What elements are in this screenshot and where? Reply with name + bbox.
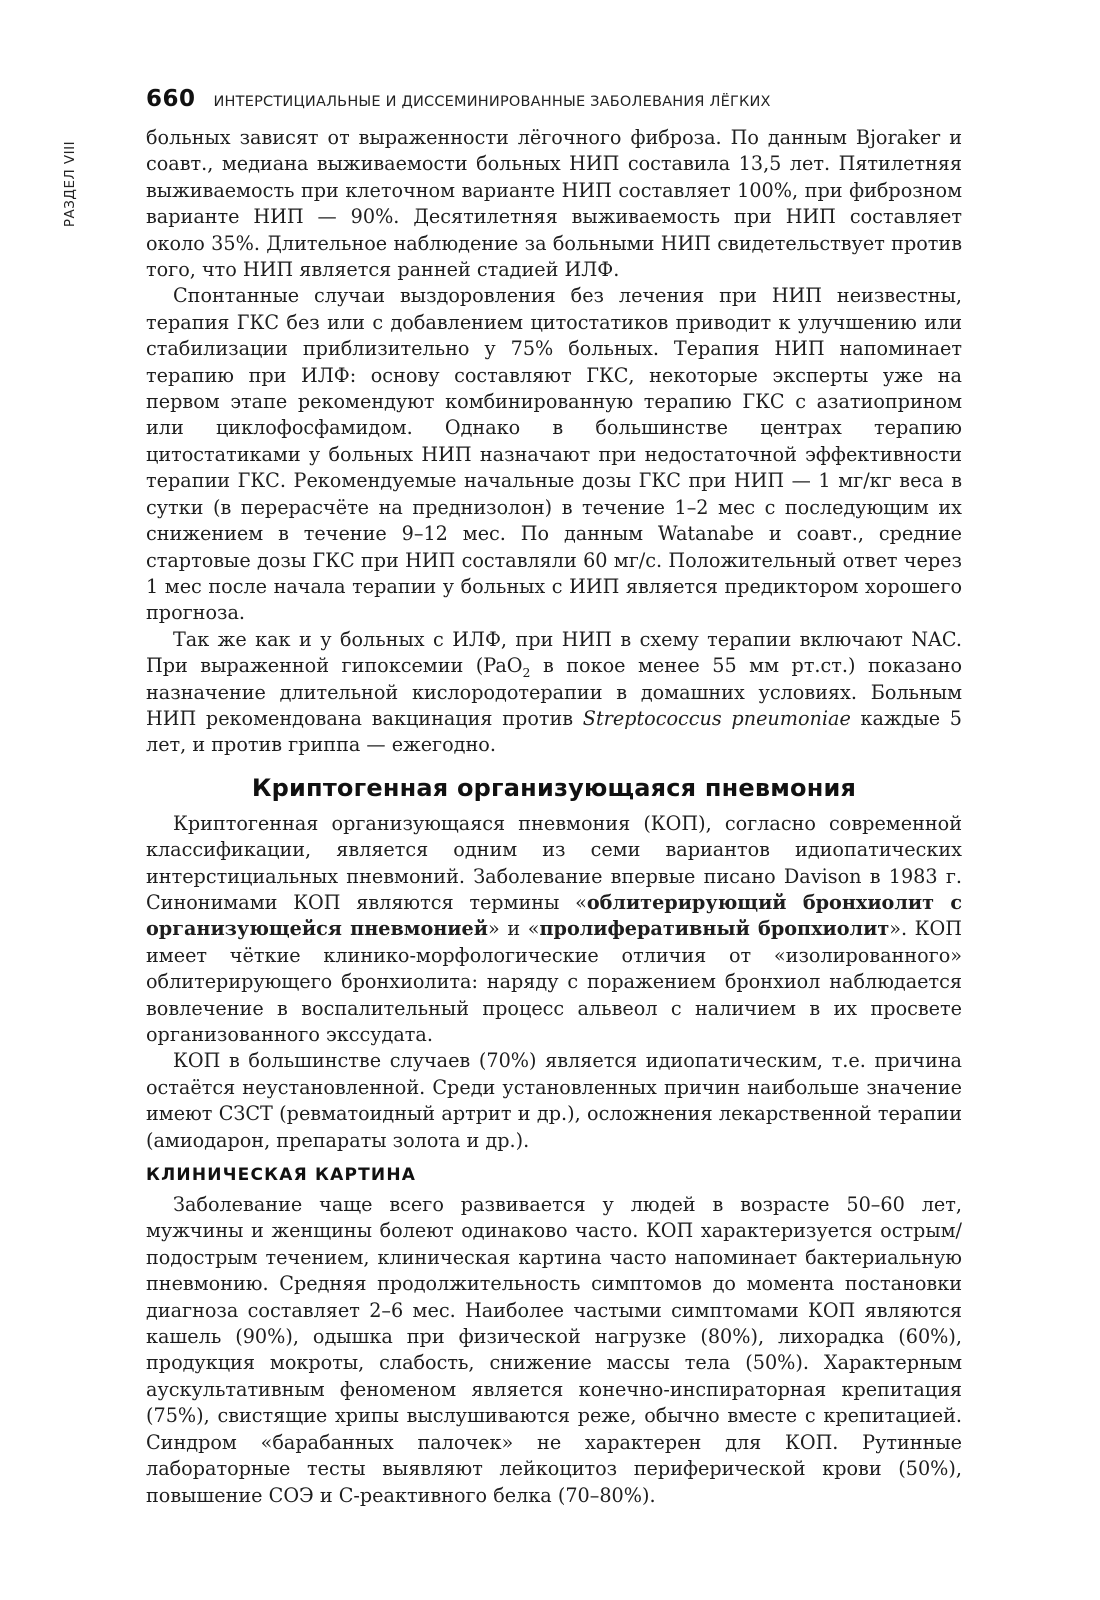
bold-term: пролиферативный бропхиолит [539,917,890,941]
paragraph-clinical-picture: Заболевание чаще всего развивается у людей в возрасте 50–60 лет, мужчины и женщины болеют одинаково часто. КОП характеризуется острым/подострым течением, клиническая картина часто напоминает бактериальную пневмонию. Средняя продолжительность симптомов до момента постановки диагноза составляет 2–6 мес. Наиболее частыми симптомами КОП являются кашель (90%), одышка при физической нагрузке (80%), лихорадка (60%), продукция мокроты, слабость, снижение массы тела (50%). Характерным аускультативным феноменом является конечно-инспираторная крепитация (75%), свистящие хрипы выслушиваются реже, обычно вместе с крепитацией. Синдром «барабанных палочек» не характерен для КОП. Рутинные лабораторные тесты выявляют лейкоцитоз периферической крови (50%), повышение СОЭ и С-реактивного белка (70–80%). [146,1193,962,1507]
text-span: Так же как и у больных с ИЛФ, при НИП в схему терапии включают NAC. При выраженной гипоксемии (PaO [146,627,962,678]
paragraph-definition [146,811,962,1049]
section-label: РАЗДЕЛ VIII [62,140,79,228]
section-heading: Криптогенная организующаяся пневмония [251,773,857,802]
paragraph-etiology: КОП в большинстве случаев (70%) является идиопатическим, т.е. причина остаётся неустановленной. Среди установленных причин наибольше значение имеют СЗСТ (ревматоидный артрит и др.), осложнения лекарственной терапии (амиодарон, препараты золота и др.). [146,1049,962,1152]
paragraph-adjunct-therapy [146,627,962,759]
subsection-heading: КЛИНИЧЕСКАЯ КАРТИНА [146,1165,417,1186]
paragraph-therapy: Спонтанные случаи выздоровления без лечения при НИП неизвестны, терапия ГКС без или с добавлением цитостатиков приводит к улучшению или стабилизации приблизительно у 75% больных. Терапия НИП напоминает терапию при ИЛФ: основу составляют ГКС, некоторые эксперты уже на первом этапе рекомендуют комбинированную терапию ГКС с азатиоприном или циклофосфамидом. Однако в большинстве центрах терапию цитостатиками у больных НИП назначают при недостаточной эффективности терапии ГКС. Рекомендуемые начальные дозы ГКС при НИП — 1 мг/кг веса в сутки (в перерасчёте на преднизолон) в течение 1–2 мес с последующим их снижением в течение 9–12 мес. По данным Watanabe и соавт., средние стартовые дозы ГКС при НИП составляли 60 мг/с. Положительный ответ через 1 мес после начала терапии у больных с ИИП является предиктором хорошего прогноза. [146,284,962,625]
subscript: 2 [522,664,531,680]
bold-term: облитерирующий бронхиолит с организующейся пневмонией [146,890,962,941]
text-span: ». КОП имеет чёткие клинико-морфологические отличия от «изолированного» облитерирующего бронхиолита: наряду с поражением бронхиол наблюдается вовлечение в воспалительный процесс альвеол с наличием в их просвете организованного экссудата. [146,917,962,1046]
text-span: каждые 5 лет, и против гриппа — ежегодно. [146,706,962,757]
text-span: » и « [487,917,540,941]
text-span: Криптогенная организующаяся пневмония (КОП), согласно современной классификации, является одним из семи вариантов идиопатических интерстициальных пневмоний. Заболевание впервые писано Davison в 1983 г. Синонимами КОП являются термины « [146,811,962,914]
running-title: ИНТЕРСТИЦИАЛЬНЫЕ И ДИССЕМИНИРОВАННЫЕ ЗАБОЛЕВАНИЯ ЛЁГКИХ [213,94,771,110]
page-content [146,125,962,1509]
section-side-tab [50,134,90,234]
text-span: в покое менее 55 мм рт.ст.) показано назначение длительной кислородотерапии в домашних условиях. Больным НИП рекомендована вакцинация против [146,654,962,730]
running-header [146,86,966,118]
page-number: 660 [146,86,196,112]
paragraph-survival: больных зависят от выраженности лёгочного фиброза. По данным Bjoraker и соавт., медиана выживаемости больных НИП составила 13,5 лет. Пятилетняя выживаемость при клеточном варианте НИП составляет 100%, при фиброзном варианте НИП — 90%. Десятилетняя выживаемость при НИП составляет около 35%. Длительное наблюдение за больными НИП свидетельствует против того, что НИП является ранней стадией ИЛФ. [146,126,962,282]
italic-term: Streptococcus pneumoniae [582,706,851,730]
